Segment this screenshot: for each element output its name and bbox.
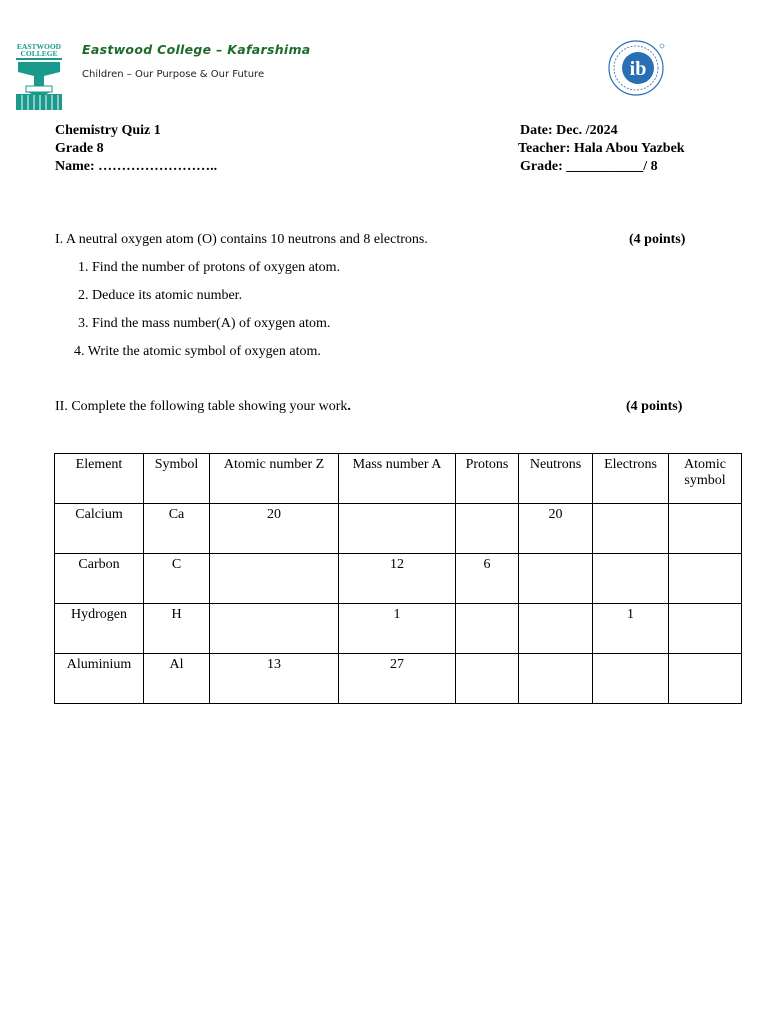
teacher-name: Teacher: Hala Abou Yazbek	[518, 141, 685, 156]
logo-text-line-1: EASTWOOD	[16, 42, 62, 51]
cell-protons[interactable]	[456, 504, 519, 554]
cell-symbol: Ca	[144, 504, 210, 554]
atoms-table	[54, 453, 742, 704]
header-atomic-number: Atomic number Z	[210, 454, 339, 504]
table-row	[55, 654, 742, 704]
question-1-sub-3: 3. Find the mass number(A) of oxygen atom.	[78, 316, 331, 331]
header-electrons: Electrons	[593, 454, 669, 504]
cell-symbol: C	[144, 554, 210, 604]
cell-symbol: H	[144, 604, 210, 654]
cell-atomic-number[interactable]: 20	[210, 504, 339, 554]
quiz-date: Date: Dec. /2024	[520, 123, 618, 138]
question-1-sub-1: 1. Find the number of protons of oxygen atom.	[78, 260, 341, 275]
cell-symbol: Al	[144, 654, 210, 704]
cell-atomic-number[interactable]: 13	[210, 654, 339, 704]
cell-electrons[interactable]	[593, 654, 669, 704]
header-mass-number: Mass number A	[339, 454, 456, 504]
header-atomic-symbol: Atomic symbol	[669, 454, 742, 504]
quiz-info-left	[55, 122, 217, 176]
question-1-sub-4: 4. Write the atomic symbol of oxygen atom.	[74, 344, 321, 359]
cell-mass-number[interactable]: 12	[339, 554, 456, 604]
table-row	[55, 504, 742, 554]
question-1-text: I. A neutral oxygen atom (O) contains 10 neutrons and 8 electrons.	[55, 232, 428, 247]
cell-element: Hydrogen	[55, 604, 144, 654]
cell-neutrons[interactable]	[519, 654, 593, 704]
cell-electrons[interactable]	[593, 554, 669, 604]
cell-neutrons[interactable]: 20	[519, 504, 593, 554]
cell-atomic-number[interactable]	[210, 554, 339, 604]
cell-atomic-symbol[interactable]	[669, 554, 742, 604]
cell-element: Carbon	[55, 554, 144, 604]
header-element: Element	[55, 454, 144, 504]
question-2-period: .	[347, 399, 351, 414]
cell-neutrons[interactable]	[519, 554, 593, 604]
cell-atomic-symbol[interactable]	[669, 604, 742, 654]
cell-neutrons[interactable]	[519, 604, 593, 654]
logo-text-line-2: COLLEGE	[20, 49, 58, 58]
quiz-info-right	[518, 122, 685, 176]
cell-protons[interactable]	[456, 654, 519, 704]
question-1-points: (4 points)	[629, 232, 686, 247]
cell-mass-number[interactable]	[339, 504, 456, 554]
grade-level: Grade 8	[55, 141, 104, 156]
question-2-text	[55, 399, 351, 415]
header-protons: Protons	[456, 454, 519, 504]
cell-electrons[interactable]	[593, 504, 669, 554]
header-neutrons: Neutrons	[519, 454, 593, 504]
cell-protons[interactable]: 6	[456, 554, 519, 604]
cell-atomic-number[interactable]	[210, 604, 339, 654]
table-row	[55, 554, 742, 604]
svg-text:ib: ib	[629, 58, 647, 80]
table-row	[55, 604, 742, 654]
cell-element: Calcium	[55, 504, 144, 554]
cell-element: Aluminium	[55, 654, 144, 704]
cell-atomic-symbol[interactable]	[669, 504, 742, 554]
cell-protons[interactable]	[456, 604, 519, 654]
school-motto: Children – Our Purpose & Our Future	[82, 69, 265, 80]
question-2-points: (4 points)	[626, 399, 683, 414]
school-logo	[14, 42, 64, 112]
grade-line: Grade: ___________/ 8	[520, 159, 658, 174]
header-symbol: Symbol	[144, 454, 210, 504]
question-1-sub-2: 2. Deduce its atomic number.	[78, 288, 243, 303]
student-name-line: Name: ……………………..	[55, 159, 218, 174]
school-name: Eastwood College – Kafarshima	[82, 42, 311, 57]
question-2-body: II. Complete the following table showing your work	[55, 399, 348, 414]
quiz-title: Chemistry Quiz 1	[55, 123, 161, 138]
table-header-row	[55, 454, 742, 504]
cell-mass-number[interactable]: 27	[339, 654, 456, 704]
cell-mass-number[interactable]: 1	[339, 604, 456, 654]
ib-world-school-logo	[604, 38, 668, 98]
cell-atomic-symbol[interactable]	[669, 654, 742, 704]
cell-electrons[interactable]: 1	[593, 604, 669, 654]
